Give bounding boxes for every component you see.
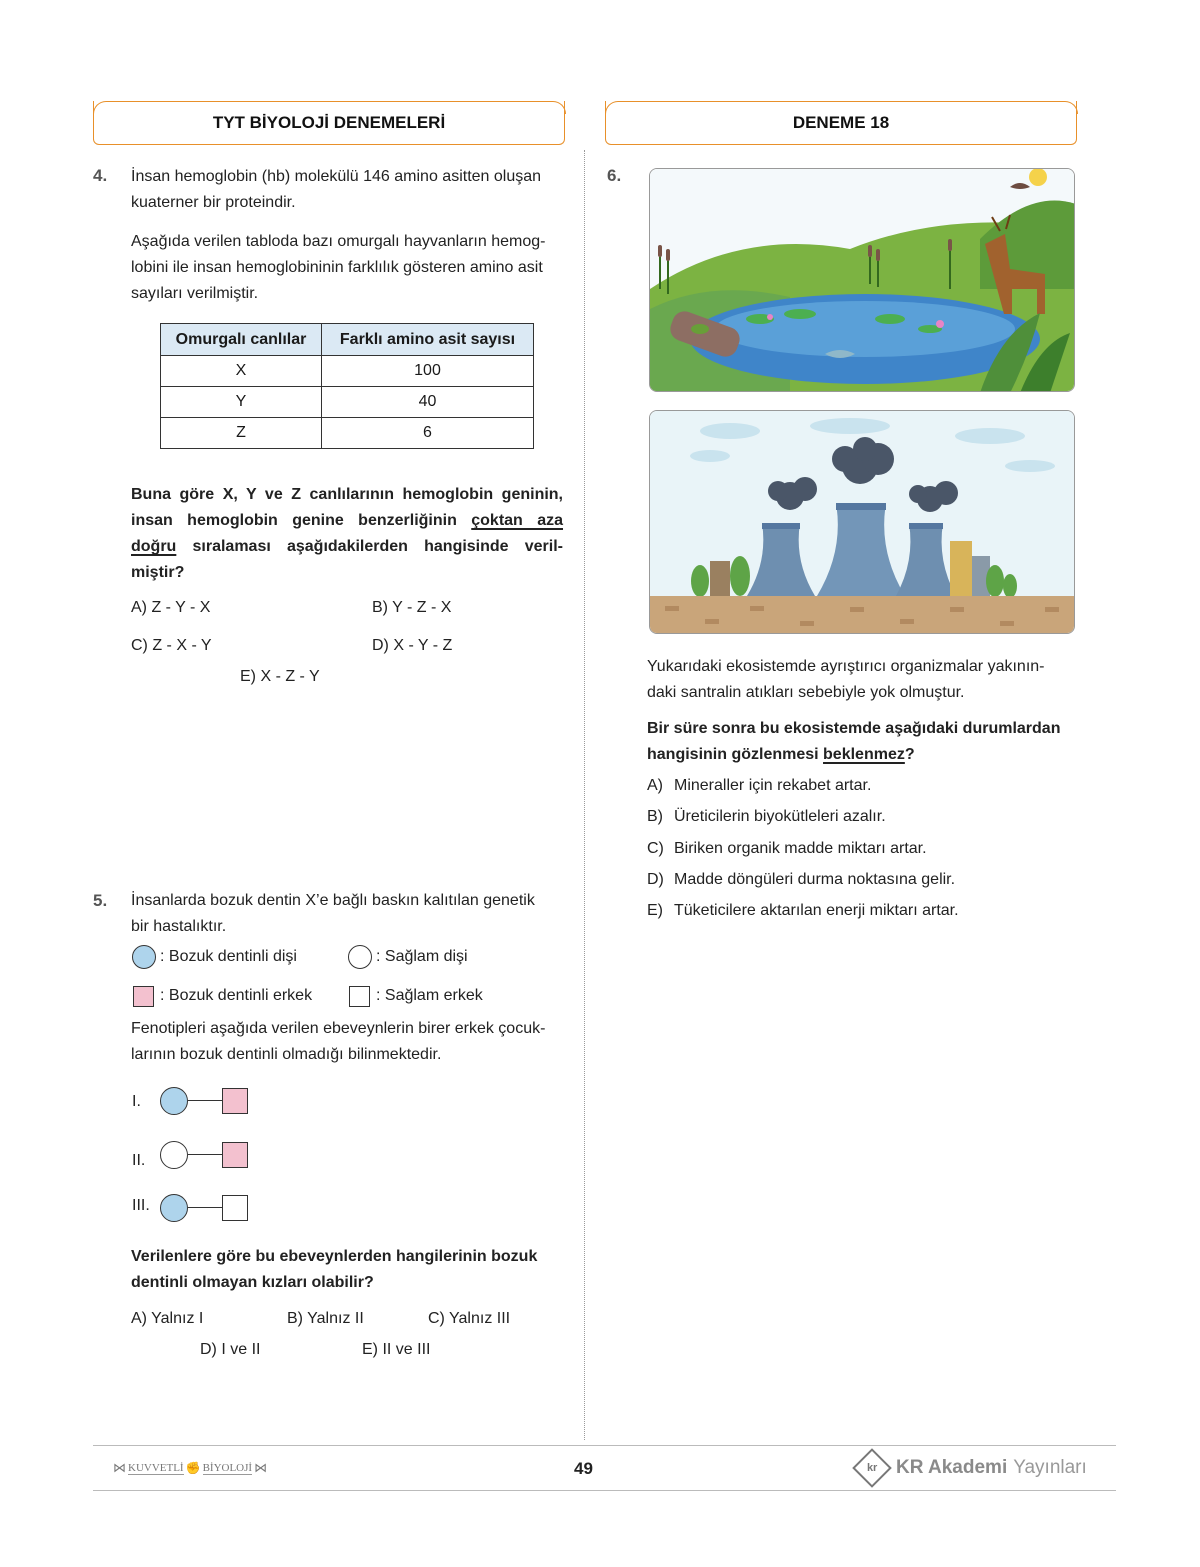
affected-female-symbol	[132, 945, 156, 969]
q4-question-part1: Buna göre X, Y ve Z canlılarının hemoglobin geninin, insan hemoglobin genine benzerliğinin	[131, 486, 563, 529]
q6-option-c[interactable]	[647, 840, 927, 858]
q4-number: 4.	[93, 166, 108, 185]
q6-option-d[interactable]	[647, 871, 955, 889]
pedigree-label: II.	[132, 1152, 146, 1169]
q4-option-d[interactable]: D) X - Y - Z	[372, 637, 453, 654]
power-plant-image	[650, 411, 1075, 634]
option-text: Üreticilerin biyokütleleri azalır.	[674, 808, 886, 825]
q6-question-part2: ?	[904, 746, 915, 763]
table-cell: Z	[161, 418, 322, 449]
q6-question-underlined: beklenmez	[823, 746, 905, 763]
mating-line	[188, 1154, 222, 1155]
q4-option-b[interactable]: B) Y - Z - X	[372, 599, 452, 616]
q6-option-a[interactable]	[647, 777, 871, 795]
q6-paragraph	[647, 654, 1077, 706]
father-affected	[222, 1088, 248, 1114]
table-cell: 40	[322, 387, 534, 418]
publisher-logo	[858, 1454, 1087, 1482]
footer-left-logo	[113, 1460, 267, 1476]
father-affected	[222, 1142, 248, 1168]
q5-para-line1: Fenotipleri aşağıda verilen ebeveynlerin birer erkek çocuk-	[131, 1020, 546, 1037]
table-row	[161, 418, 534, 449]
q5-paragraph	[131, 1016, 565, 1068]
q4-paragraph	[131, 229, 565, 307]
fist-icon: ✊	[185, 1460, 201, 1475]
pedigree-label: I.	[132, 1093, 141, 1110]
q5-intro	[131, 888, 565, 940]
legend-healthy-female: : Sağlam dişi	[376, 948, 468, 965]
q5-para-line2: larının bozuk dentinli olmadığı bilinmektedir.	[131, 1046, 442, 1063]
q5-option-e[interactable]: E) II ve III	[362, 1341, 431, 1358]
q4-question	[131, 482, 563, 586]
q6-question	[647, 716, 1077, 768]
q5-question-line1: Verilenlere göre bu ebeveynlerden hangilerinin bozuk	[131, 1248, 538, 1265]
option-text: Tüketicilere aktarılan enerji miktarı artar.	[674, 902, 959, 919]
option-text: Mineraller için rekabet artar.	[674, 777, 872, 794]
option-letter: A)	[647, 777, 663, 794]
legend-affected-female: : Bozuk dentinli dişi	[160, 948, 297, 965]
pond-ecosystem-image	[650, 169, 1075, 392]
logo-part1: KUVVETLİ	[128, 1461, 184, 1474]
q4-question-part2: sıralaması aşağıdakilerden hangisinde veril-miştir?	[131, 538, 563, 581]
q6-question-line1: Bir süre sonra bu ekosistemde aşağıdaki durumlardan	[647, 720, 1061, 737]
healthy-female-symbol	[348, 945, 372, 969]
header-right-title	[605, 101, 1077, 145]
q5-option-d[interactable]: D) I ve II	[200, 1341, 261, 1358]
table-row	[161, 387, 534, 418]
footer-top-line	[93, 1445, 1116, 1446]
q5-number: 5.	[93, 891, 108, 910]
table-header-cell: Farklı amino asit sayısı	[322, 324, 534, 356]
q4-para-line3: sayıları verilmiştir.	[131, 285, 259, 302]
q5-intro-line1: İnsanlarda bozuk dentin X’e bağlı baskın kalıtılan genetik	[131, 892, 535, 909]
q6-para-line2: daki santralin atıkları sebebiyle yok olmuştur.	[647, 684, 965, 701]
q5-option-b[interactable]: B) Yalnız II	[287, 1310, 364, 1327]
footer-bottom-line	[93, 1490, 1116, 1491]
power-plant-illustration	[649, 410, 1075, 634]
table-cell: Y	[161, 387, 322, 418]
dna-icon: ⋈	[113, 1460, 126, 1475]
option-letter: D)	[647, 871, 664, 888]
option-text: Biriken organik madde miktarı artar.	[674, 840, 927, 857]
q5-intro-line2: bir hastalıktır.	[131, 918, 227, 935]
q5-option-a[interactable]: A) Yalnız I	[131, 1310, 204, 1327]
page-number: 49	[574, 1459, 593, 1478]
mother-healthy	[160, 1141, 188, 1169]
brand-suffix: Yayınları	[1013, 1457, 1087, 1478]
mother-affected	[160, 1087, 188, 1115]
option-letter: E)	[647, 902, 663, 919]
q4-question-underlined: çoktan aza doğru	[131, 512, 564, 555]
q5-question	[131, 1244, 565, 1296]
q4-intro-line1: İnsan hemoglobin (hb) molekülü 146 amino asitten oluşan	[131, 168, 542, 185]
ecosystem-illustration	[649, 168, 1075, 392]
q6-question-part1: hangisinin gözlenmesi	[647, 746, 824, 763]
pedigree-label: III.	[132, 1197, 150, 1214]
header-right-text: DENEME 18	[792, 112, 890, 132]
q4-table	[160, 323, 534, 449]
logo-part2: BİYOLOJİ	[202, 1461, 253, 1474]
q5-option-c[interactable]: C) Yalnız III	[428, 1310, 511, 1327]
kr-badge-icon	[852, 1448, 892, 1488]
affected-male-symbol	[133, 986, 154, 1007]
q6-question-line2	[647, 742, 1077, 768]
q6-number: 6.	[607, 166, 622, 185]
option-letter: B)	[647, 808, 663, 825]
table-header-cell: Omurgalı canlılar	[161, 324, 322, 356]
q5-question-line2: dentinli olmayan kızları olabilir?	[131, 1274, 374, 1291]
q6-option-b[interactable]	[647, 808, 886, 826]
q4-para-line2: lobini ile insan hemoglobininin farklılık gösteren amino asit	[131, 259, 543, 276]
father-healthy	[222, 1195, 248, 1221]
option-text: Madde döngüleri durma noktasına gelir.	[674, 871, 956, 888]
mother-affected	[160, 1194, 188, 1222]
brand-name: KR Akademi	[896, 1457, 1008, 1478]
table-cell: X	[161, 356, 322, 387]
table-cell: 100	[322, 356, 534, 387]
dna-icon: ⋈	[254, 1460, 268, 1475]
q4-option-e[interactable]: E) X - Z - Y	[240, 668, 320, 685]
badge-text: kr	[866, 1462, 878, 1474]
q6-para-line1: Yukarıdaki ekosistemde ayrıştırıcı organizmalar yakının-	[647, 658, 1045, 675]
q4-intro-line2: kuaterner bir proteindir.	[131, 194, 296, 211]
header-left-title	[93, 101, 565, 145]
table-row	[161, 356, 534, 387]
mating-line	[188, 1207, 222, 1208]
healthy-male-symbol	[349, 986, 370, 1007]
table-cell: 6	[322, 418, 534, 449]
legend-affected-male: : Bozuk dentinli erkek	[160, 987, 313, 1004]
legend-healthy-male: : Sağlam erkek	[376, 987, 483, 1004]
q4-option-c[interactable]: C) Z - X - Y	[131, 637, 212, 654]
q4-intro	[131, 164, 565, 216]
header-left-text: TYT BİYOLOJİ DENEMELERİ	[212, 112, 446, 132]
column-divider	[584, 150, 585, 1440]
mating-line	[188, 1100, 222, 1101]
q4-option-a[interactable]: A) Z - Y - X	[131, 599, 211, 616]
q4-para-line1: Aşağıda verilen tabloda bazı omurgalı hayvanların hemog-	[131, 233, 546, 250]
q6-option-e[interactable]	[647, 902, 959, 920]
table-header-row	[161, 324, 534, 356]
option-letter: C)	[647, 840, 664, 857]
